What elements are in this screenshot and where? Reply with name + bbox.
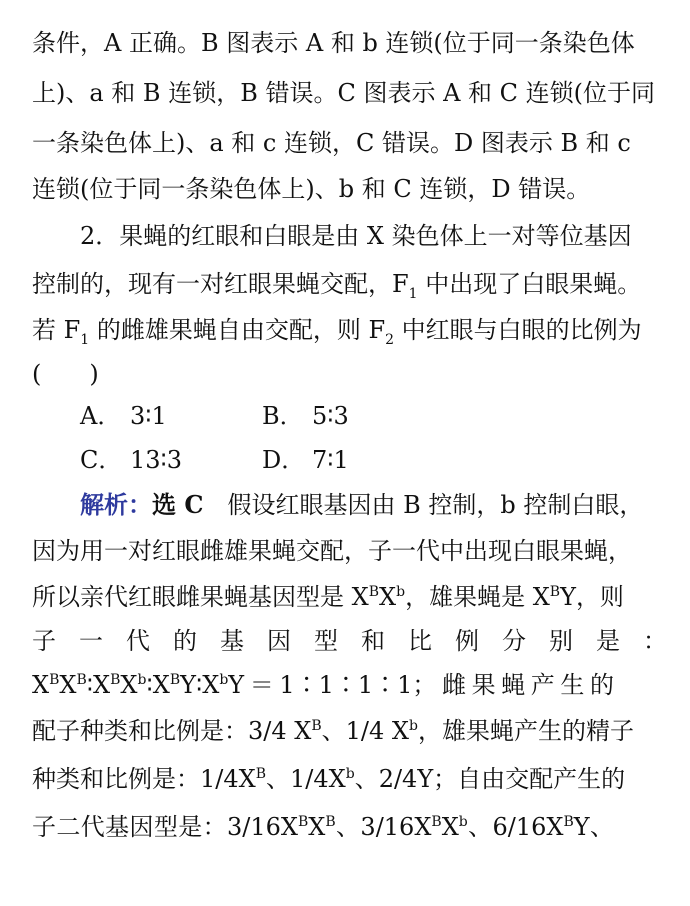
option-d: D． 7∶1 <box>262 446 349 474</box>
analysis-line-2: 因为用一对红眼雌雄果蝇交配，子一代中出现白眼果蝇， <box>32 537 632 565</box>
analysis-line-7: 种类和比例是：$1/4X^B$、$1/4X^b$、2/4Y；自由交配产生的 <box>32 765 626 793</box>
prev-explanation-line-4: 连锁(位于同一条染色体上)、b 和 C 连锁，D 错误。 <box>32 175 591 203</box>
analysis-line-4: 子一代的基因型和比例分别是： <box>32 627 690 655</box>
option-c: C． 13∶3 <box>80 446 183 474</box>
question-line-3: 若 $F_1$ 的雌雄果蝇自由交配，则 $F_2$ 中红眼与白眼的比例为 <box>32 316 642 348</box>
question-line-2: 控制的，现有一对红眼果蝇交配，$F_1$ 中出现了白眼果蝇。 <box>32 270 642 302</box>
prev-explanation-line-2: 上)、a 和 B 连锁，B 错误。C 图表示 A 和 C 连锁(位于同 <box>32 79 656 107</box>
analysis-line-8: 子二代基因型是：$3/16X^BX^B$、$3/16X^BX^b$、$6/16X^BY$、 <box>32 813 615 841</box>
answer-parentheses: ( ) <box>32 360 99 388</box>
option-a: A． 3∶1 <box>80 402 167 430</box>
analysis-label: 解析： <box>80 490 152 519</box>
analysis-line-1: 解析：选 C 假设红眼基因由 B 控制，b 控制白眼， <box>80 490 644 519</box>
analysis-line-5: $X^BX^B∶X^BX^b∶X^BY∶X^bY=1∶1∶1∶1$；雌果蝇产生的 <box>32 671 614 699</box>
option-b: B． 5∶3 <box>262 402 349 430</box>
analysis-line-3: 所以亲代红眼雌果蝇基因型是 $X^BX^b$，雄果蝇是 $X^BY$，则 <box>32 583 624 611</box>
answer-choice: 选 C <box>152 490 204 519</box>
prev-explanation-line-1: 条件，A 正确。B 图表示 A 和 b 连锁(位于同一条染色体 <box>32 29 635 57</box>
analysis-line-6: 配子种类和比例是：3/4 $X^B$、1/4 $X^b$，雄果蝇产生的精子 <box>32 717 634 745</box>
question-line-1: 2．果蝇的红眼和白眼是由 X 染色体上一对等位基因 <box>80 222 632 250</box>
prev-explanation-line-3: 一条染色体上)、a 和 c 连锁，C 错误。D 图表示 B 和 c <box>32 129 631 157</box>
